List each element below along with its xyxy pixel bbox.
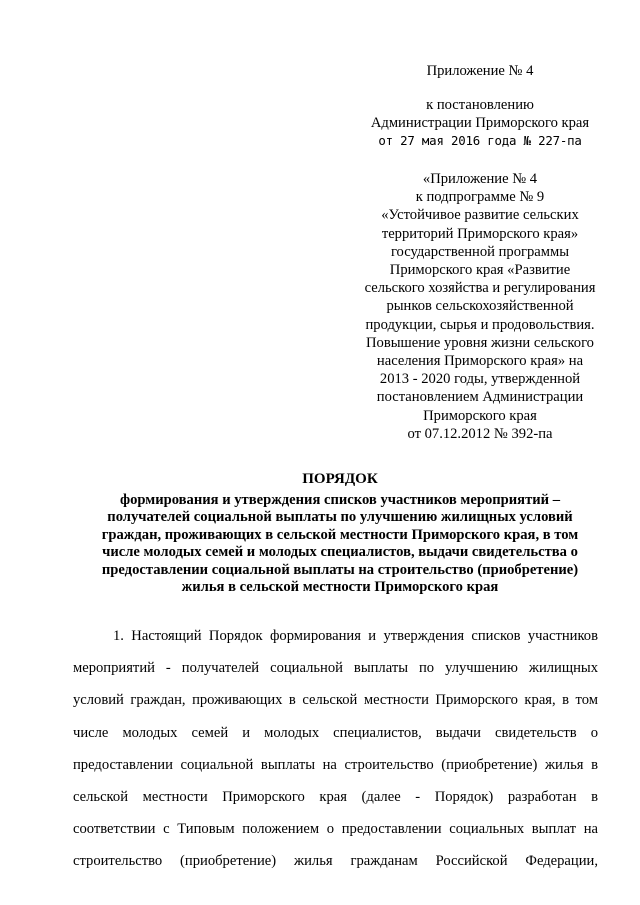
subprogram-line: населения Приморского края» на: [376, 353, 584, 370]
subprogram-line: «Приложение № 4: [422, 171, 538, 187]
title-line: получателей социальной выплаты по улучшению жилищных условий: [107, 509, 573, 525]
subprogram-line: Приморского края «Развитие: [389, 262, 571, 279]
subprogram-line: от 07.12.2012 № 392-па: [407, 425, 553, 442]
body-line: соответствии с Типовым положением о предоставлении социальных выплат на: [73, 821, 598, 838]
title-line: граждан, проживающих в сельской местности Приморского края, в том: [101, 526, 579, 543]
title-heading: ПОРЯДОК: [302, 471, 378, 487]
subprogram-line: государственной программы: [390, 243, 570, 260]
appendix-header: [340, 62, 620, 80]
subprogram-line: рынков сельскохозяйственной: [386, 298, 574, 315]
body-line: мероприятий - получателей социальной выплаты по улучшению жилищных: [73, 660, 598, 677]
subprogram-line: 2013 - 2020 годы, утвержденной: [379, 371, 581, 388]
subprogram-line: сельского хозяйства и регулирования: [364, 280, 596, 297]
title-line: числе молодых семей и молодых специалистов, выдачи свидетельства о: [102, 544, 578, 560]
resolution-date-stamp: от 27 мая 2016 года № 227-па: [378, 133, 582, 149]
subprogram-line: Повышение уровня жизни сельского: [366, 334, 594, 351]
body-line: предоставлении социальной выплаты на строительство (приобретение) жилья в: [73, 756, 598, 773]
title-line: предоставлении социальной выплаты на строительство (приобретение): [101, 561, 579, 578]
body-line: числе молодых семей и молодых специалистов, выдачи свидетельств о: [73, 724, 598, 741]
resolution-reference: [340, 96, 620, 151]
document-title: [70, 471, 610, 597]
subprogram-line: Приморского края: [423, 407, 537, 424]
body-paragraph: [73, 626, 598, 884]
subprogram-reference: [340, 170, 620, 443]
body-line: условий граждан, проживающих в сельской местности Приморского края, в том: [73, 692, 598, 709]
subprogram-line: территорий Приморского края»: [381, 225, 579, 242]
title-line: жилья в сельской местности Приморского края: [181, 579, 499, 595]
appendix-number: Приложение № 4: [426, 63, 534, 79]
subprogram-line: постановлением Администрации: [376, 389, 584, 406]
subprogram-line: «Устойчивое развитие сельских: [381, 207, 579, 224]
title-line: формирования и утверждения списков участников мероприятий –: [119, 491, 561, 508]
body-line: 1. Настоящий Порядок формирования и утверждения списков участников: [113, 628, 598, 644]
resolution-line: Администрации Приморского края: [370, 115, 590, 132]
subprogram-line: продукции, сырья и продовольствия.: [365, 316, 595, 333]
resolution-line: к постановлению: [426, 97, 534, 113]
body-line: строительство (приобретение) жилья гражданам Российской Федерации,: [73, 853, 598, 870]
subprogram-line: к подпрограмме № 9: [415, 189, 545, 206]
body-line: сельской местности Приморского края (далее - Порядок) разработан в: [73, 788, 598, 805]
